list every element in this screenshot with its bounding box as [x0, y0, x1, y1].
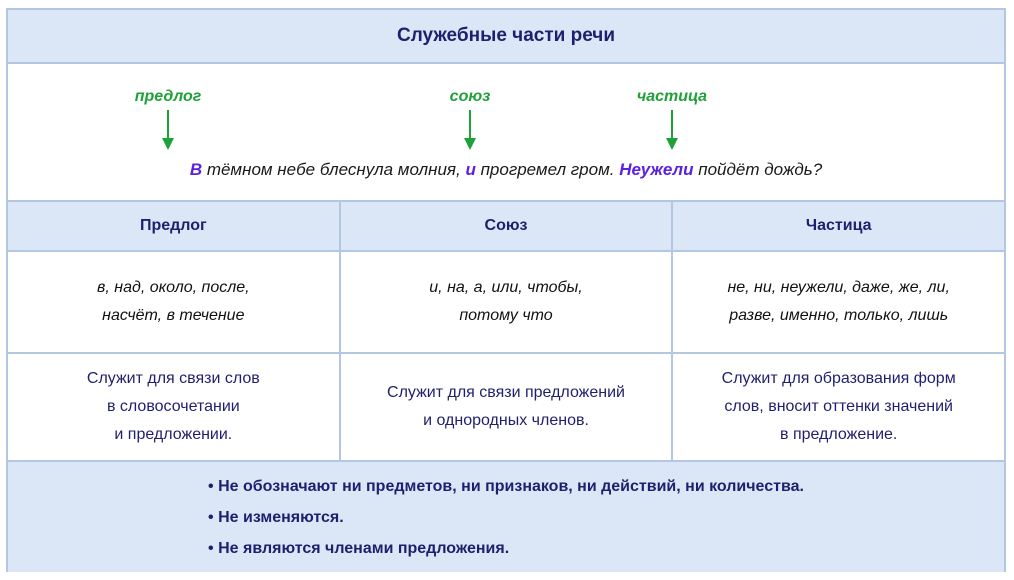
- example-line: потому что: [459, 307, 553, 324]
- description-line: Служит для образования форм: [721, 370, 956, 387]
- example-section: [8, 64, 1004, 200]
- particle-examples: [671, 252, 1004, 352]
- list-item: • Не являются членами предложения.: [208, 533, 804, 564]
- tag-particle: частица: [636, 88, 708, 105]
- feature-list: [208, 471, 804, 564]
- common-features-section: [8, 460, 1004, 572]
- sentence-fragment: пойдёт дождь?: [693, 160, 823, 179]
- highlight-conjunction: и: [465, 160, 476, 179]
- arrow-down-icon: [665, 110, 679, 150]
- parts-of-speech-card: [6, 8, 1006, 572]
- column-header-particle: Частица: [671, 202, 1004, 250]
- descriptions-row: [8, 354, 1004, 460]
- comparison-table: [8, 200, 1004, 460]
- sentence-fragment: тёмном небе блеснула молния,: [202, 160, 466, 179]
- description-line: и однородных членов.: [423, 412, 589, 429]
- preposition-examples: [8, 252, 339, 352]
- tag-preposition: предлог: [134, 88, 202, 105]
- list-item: • Не обозначают ни предметов, ни признаков, ни действий, ни количества.: [208, 471, 804, 502]
- examples-row: [8, 252, 1004, 354]
- description-line: Служит для связи предложений: [387, 384, 625, 401]
- arrow-down-icon: [463, 110, 477, 150]
- highlight-particle: Неужели: [619, 160, 694, 179]
- table-header-row: [8, 200, 1004, 252]
- example-sentence: [8, 160, 1004, 180]
- description-line: в словосочетании: [106, 398, 240, 415]
- column-header-conjunction: Союз: [339, 202, 672, 250]
- conjunction-examples: [339, 252, 672, 352]
- example-line: и, на, а, или, чтобы,: [429, 279, 583, 296]
- highlight-preposition: В: [189, 160, 203, 179]
- conjunction-description: [339, 354, 672, 460]
- example-line: насчёт, в течение: [102, 307, 245, 324]
- description-line: и предложении.: [114, 426, 233, 443]
- arrow-down-icon: [161, 110, 175, 150]
- description-line: Служит для связи слов: [86, 370, 260, 387]
- column-header-preposition: Предлог: [139, 217, 207, 234]
- list-item: • Не изменяются.: [208, 502, 804, 533]
- title-bar: [8, 10, 1004, 64]
- preposition-description: [8, 354, 339, 460]
- example-line: не, ни, неужели, даже, же, ли,: [727, 279, 950, 296]
- tag-conjunction: союз: [449, 88, 491, 105]
- particle-description: [671, 354, 1004, 460]
- example-line: в, над, около, после,: [97, 279, 250, 296]
- example-line: разве, именно, только, лишь: [729, 307, 949, 324]
- description-line: в предложение.: [780, 426, 898, 443]
- page-title: Служебные части речи: [397, 25, 615, 46]
- sentence-fragment: прогремел гром.: [475, 160, 620, 179]
- description-line: слов, вносит оттенки значений: [724, 398, 953, 415]
